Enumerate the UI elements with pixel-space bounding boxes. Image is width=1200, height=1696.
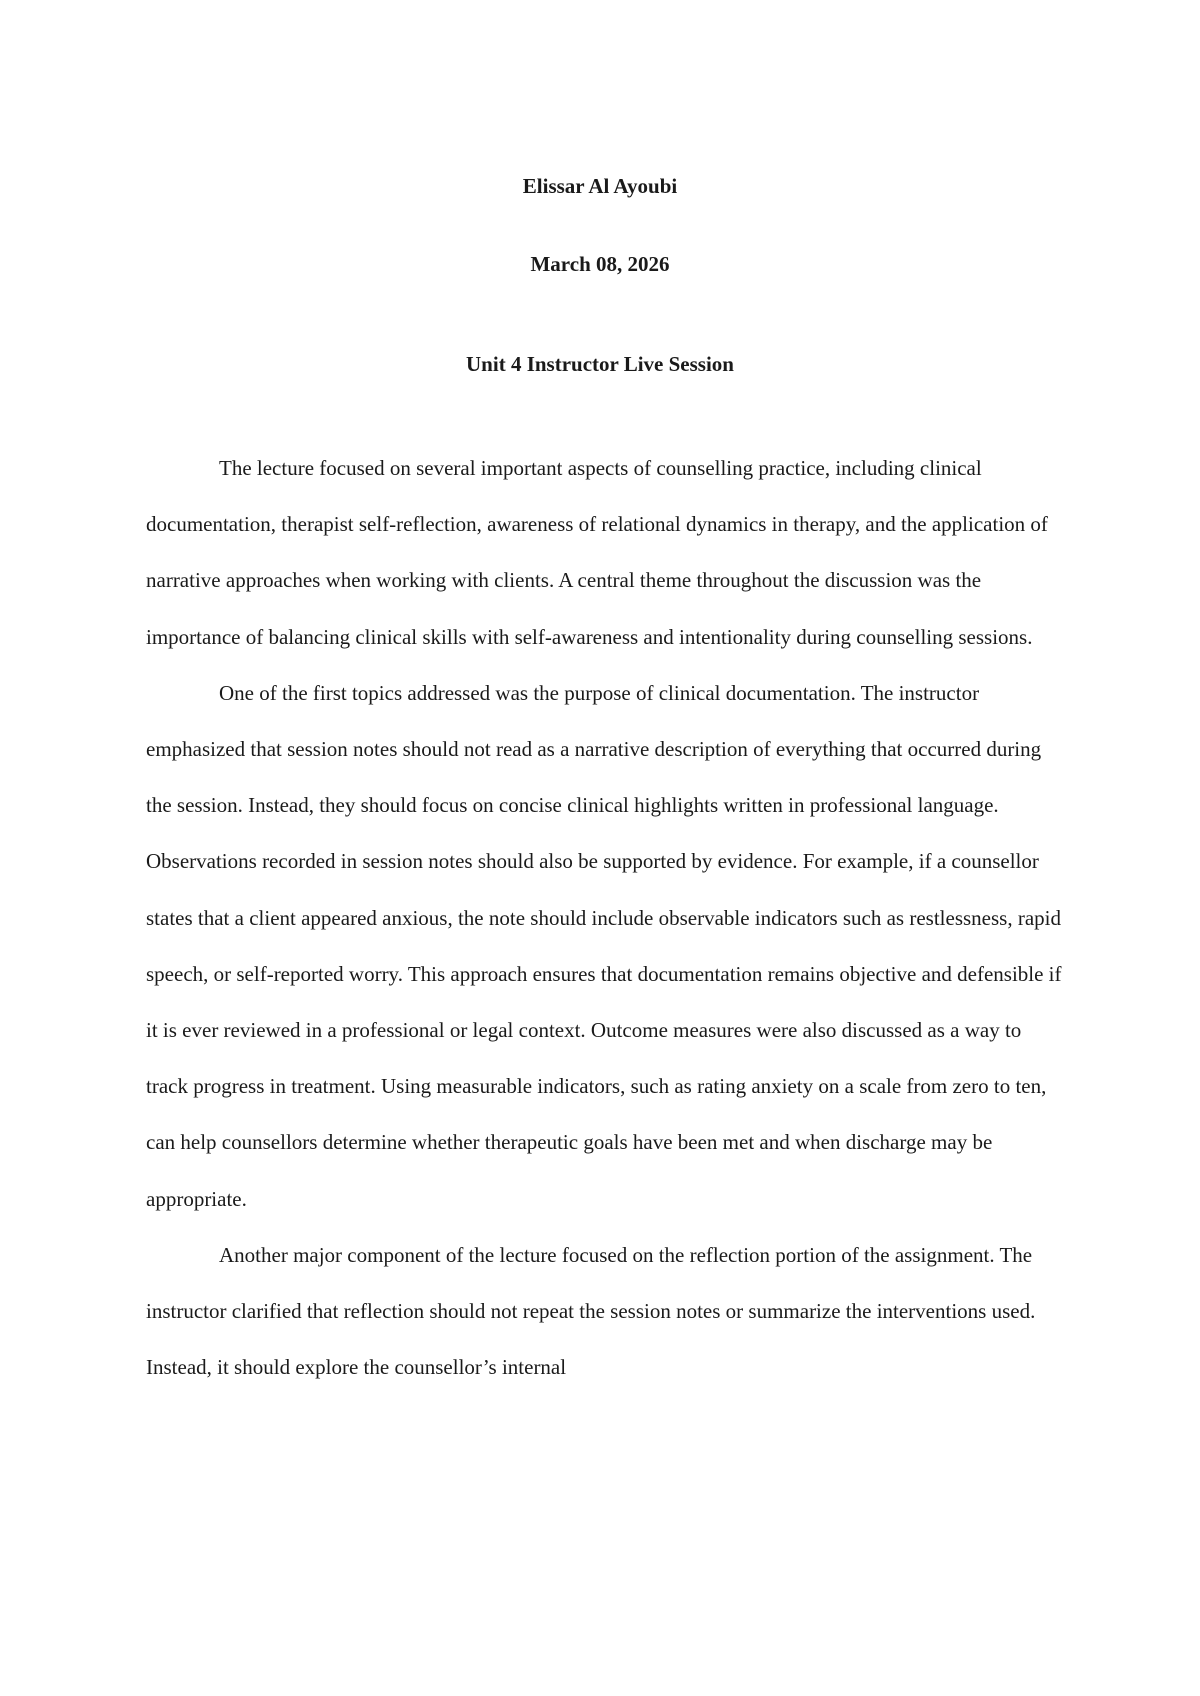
- paragraph-3: Another major component of the lecture focused on the reflection portion of the assignment. The instructor clarified that reflection should not repeat the session notes or summarize the interventions used. Instead, it should explore the counsellor’s internal: [146, 1242, 1036, 1380]
- document-date: March 08, 2026: [530, 252, 670, 276]
- document-body: [146, 440, 1062, 1395]
- author-name: Elissar Al Ayoubi: [522, 174, 678, 198]
- paragraph-2: One of the first topics addressed was the purpose of clinical documentation. The instructor emphasized that session notes should not read as a narrative description of everything that occurred during the session. Instead, they should focus on concise clinical highlights written in professional language. Observations recorded in session notes should also be supported by evidence. For example, if a counsellor states that a client appeared anxious, the note should include observable indicators such as restlessness, rapid speech, or self-reported worry. This approach ensures that documentation remains objective and defensible if it is ever reviewed in a professional or legal context. Outcome measures were also discussed as a way to track progress in treatment. Using measurable indicators, such as rating anxiety on a scale from zero to ten, can help counsellors determine whether therapeutic goals have been met and when discharge may be appropriate.: [146, 680, 1062, 1211]
- document-title: Unit 4 Instructor Live Session: [466, 352, 734, 376]
- paragraph-1: The lecture focused on several important aspects of counselling practice, including clinical documentation, therapist self-reflection, awareness of relational dynamics in therapy, and the application of narrative approaches when working with clients. A central theme throughout the discussion was the importance of balancing clinical skills with self-awareness and intentionality during counselling sessions.: [146, 456, 1048, 649]
